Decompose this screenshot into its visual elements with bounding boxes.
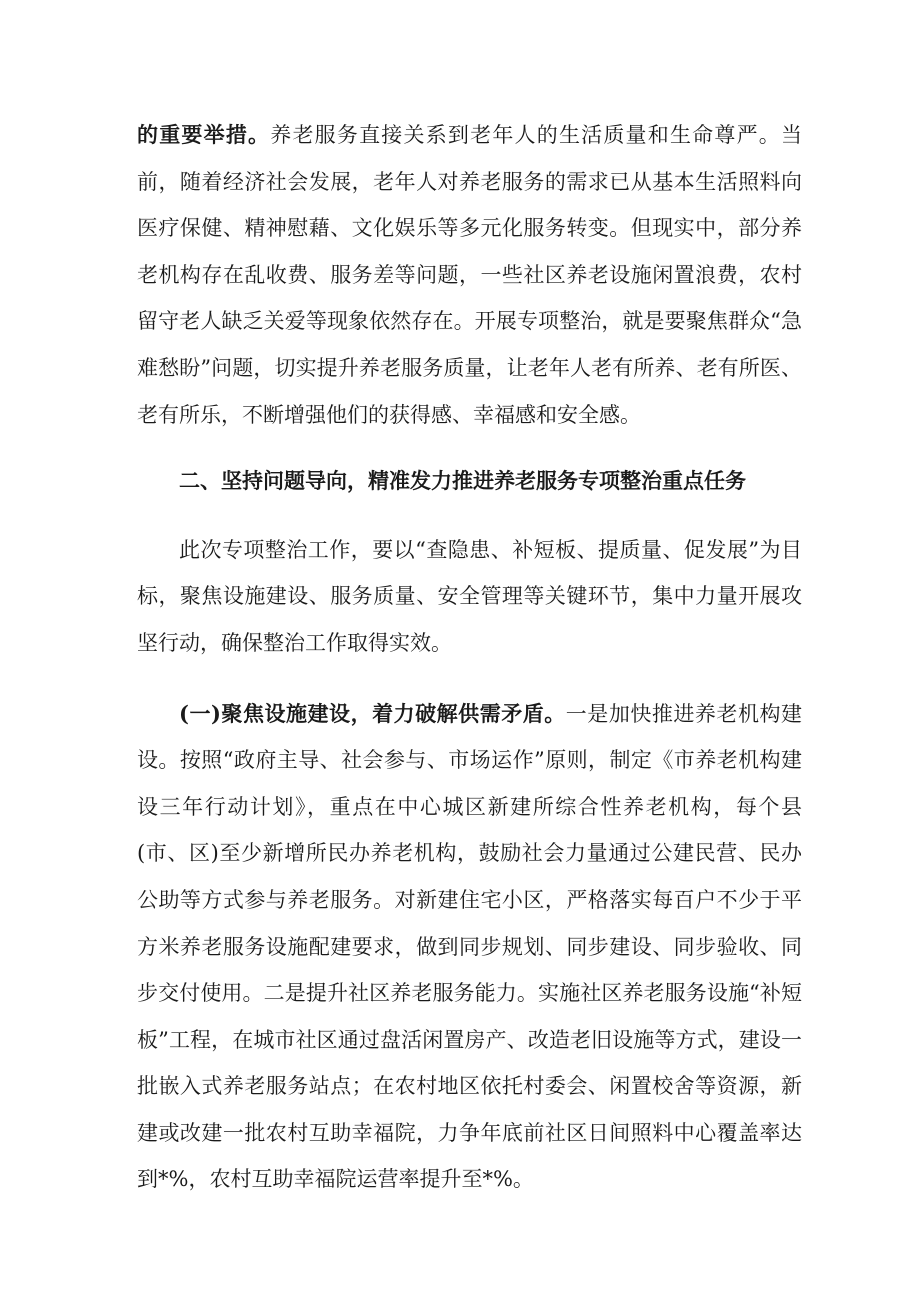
subsection-heading-1: (一)聚焦设施建设，着力破解供需矛盾。 [179,700,566,726]
paragraph-intro-tasks: 此次专项整治工作，要以“查隐患、补短板、提质量、促发展”为目标，聚焦设施建设、服务质量、安全管理等关键环节，集中力量开展攻坚行动，确保整治工作取得实效。 [137,537,802,655]
paragraph-lead-bold: 的重要举措。 [137,122,271,147]
paragraph-body: 一是加快推进养老机构建设。按照“政府主导、社会参与、市场运作”原则，制定《市养老机构建设三年行动计划》，重点在中心城区新建所综合性养老机构，每个县(市、区)至少新增所民办养老机构，鼓励社会力量通过公建民营、民办公助等方式参与养老服务。对新建住宅小区，严格落实每百户不少于平方米养老服务设施配建要求，做到同步规划、同步建设、同步验收、同步交付使用。二是提升社区养老服务能力。实施社区养老服务设施“补短板”工程，在城市社区通过盘活闲置房产、改造老旧设施等方式，建设一批嵌入式养老服务站点；在农村地区依托村委会、闲置校舍等资源，新建或改建一批农村互助幸福院，力争年底前社区日间照料中心覆盖率达到*%，农村互助幸福院运营率提升至*%。 [137,701,802,1192]
section-heading-2: 二、坚持问题导向，精准发力推进养老服务专项整治重点任务 [179,468,746,494]
paragraph-importance [137,112,802,438]
paragraph-body: 养老服务直接关系到老年人的生活质量和生命尊严。当前，随着经济社会发展，老年人对养老服务的需求已从基本生活照料向医疗保健、精神慰藉、文化娱乐等多元化服务转变。但现实中，部分养老机构存在乱收费、服务差等问题，一些社区养老设施闲置浪费，农村留守老人缺乏关爱等现象依然存在。开展专项整治，就是要聚焦群众“急难愁盼”问题，切实提升养老服务质量，让老年人老有所养、老有所医、老有所乐，不断增强他们的获得感、幸福感和安全感。 [137,123,803,427]
paragraph-facility-construction [137,691,802,1204]
